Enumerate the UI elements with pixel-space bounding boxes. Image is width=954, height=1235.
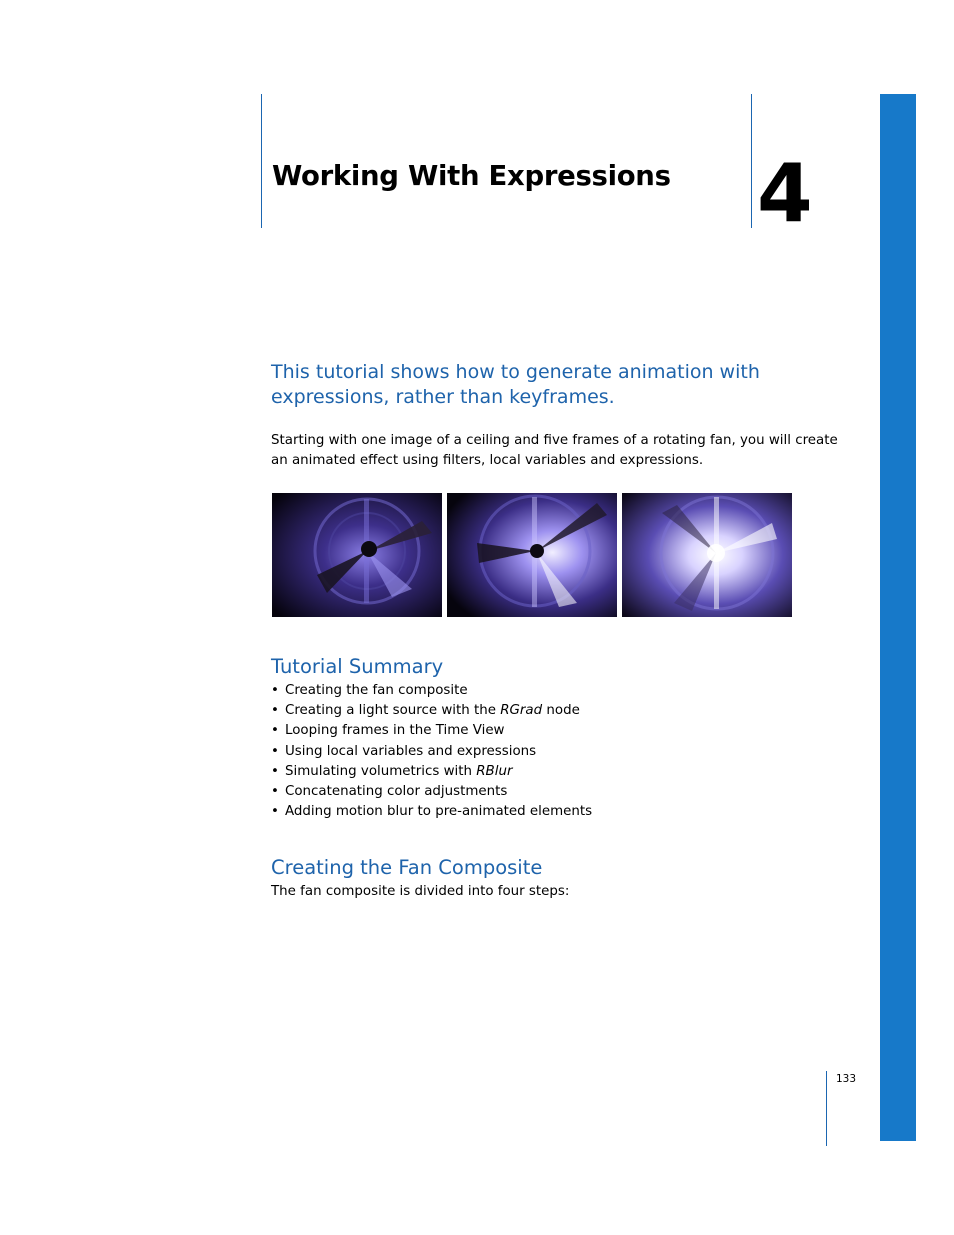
fan-image-1	[272, 493, 442, 617]
tutorial-summary-heading: Tutorial Summary	[271, 655, 444, 678]
tutorial-summary-list	[271, 681, 592, 822]
summary-item	[271, 782, 592, 802]
summary-item	[271, 742, 592, 762]
summary-item-text: Creating a light source with the	[285, 703, 501, 719]
summary-item	[271, 762, 592, 782]
summary-item-text: Looping frames in the Time View	[285, 723, 505, 739]
summary-item-text: Using local variables and expressions	[285, 743, 537, 759]
fan-composite-heading: Creating the Fan Composite	[271, 856, 543, 879]
page-number-rule	[826, 1071, 827, 1146]
bullet-icon: •	[271, 804, 279, 820]
summary-item-text: Simulating volumetrics with	[285, 763, 477, 779]
summary-item	[271, 681, 592, 701]
bullet-icon: •	[271, 703, 279, 719]
summary-item-text: Adding motion blur to pre-animated elements	[285, 804, 593, 820]
summary-item-text: Creating the fan composite	[285, 683, 468, 698]
summary-item	[271, 721, 592, 741]
intro-paragraph: Starting with one image of a ceiling and five frames of a rotating fan, you will create an animated effect using filters, local variables and expressions.	[271, 433, 838, 468]
bullet-icon: •	[271, 763, 279, 779]
chapter-title: Working With Expressions	[272, 160, 671, 192]
page-number: 133	[836, 1073, 857, 1085]
summary-item	[271, 701, 592, 721]
summary-item-emphasis: RBlur	[476, 763, 513, 779]
bullet-icon: •	[271, 723, 279, 739]
bullet-icon: •	[271, 683, 279, 698]
chapter-number-rule	[751, 94, 752, 228]
chapter-side-tab	[880, 94, 916, 1141]
chapter-number: 4	[757, 147, 813, 240]
fan-image-2	[447, 493, 617, 617]
summary-item-text-end: node	[542, 703, 580, 719]
bullet-icon: •	[271, 743, 279, 759]
chapter-rule-left	[261, 94, 262, 228]
intro-lead: This tutorial shows how to generate animation with expressions, rather than keyframes.	[271, 361, 760, 408]
summary-item-emphasis: RGrad	[500, 703, 543, 719]
summary-item	[271, 802, 592, 822]
fan-composite-text: The fan composite is divided into four steps:	[271, 884, 570, 899]
fan-image-3	[622, 493, 792, 617]
bullet-icon: •	[271, 784, 279, 800]
summary-item-text: Concatenating color adjustments	[285, 784, 508, 800]
